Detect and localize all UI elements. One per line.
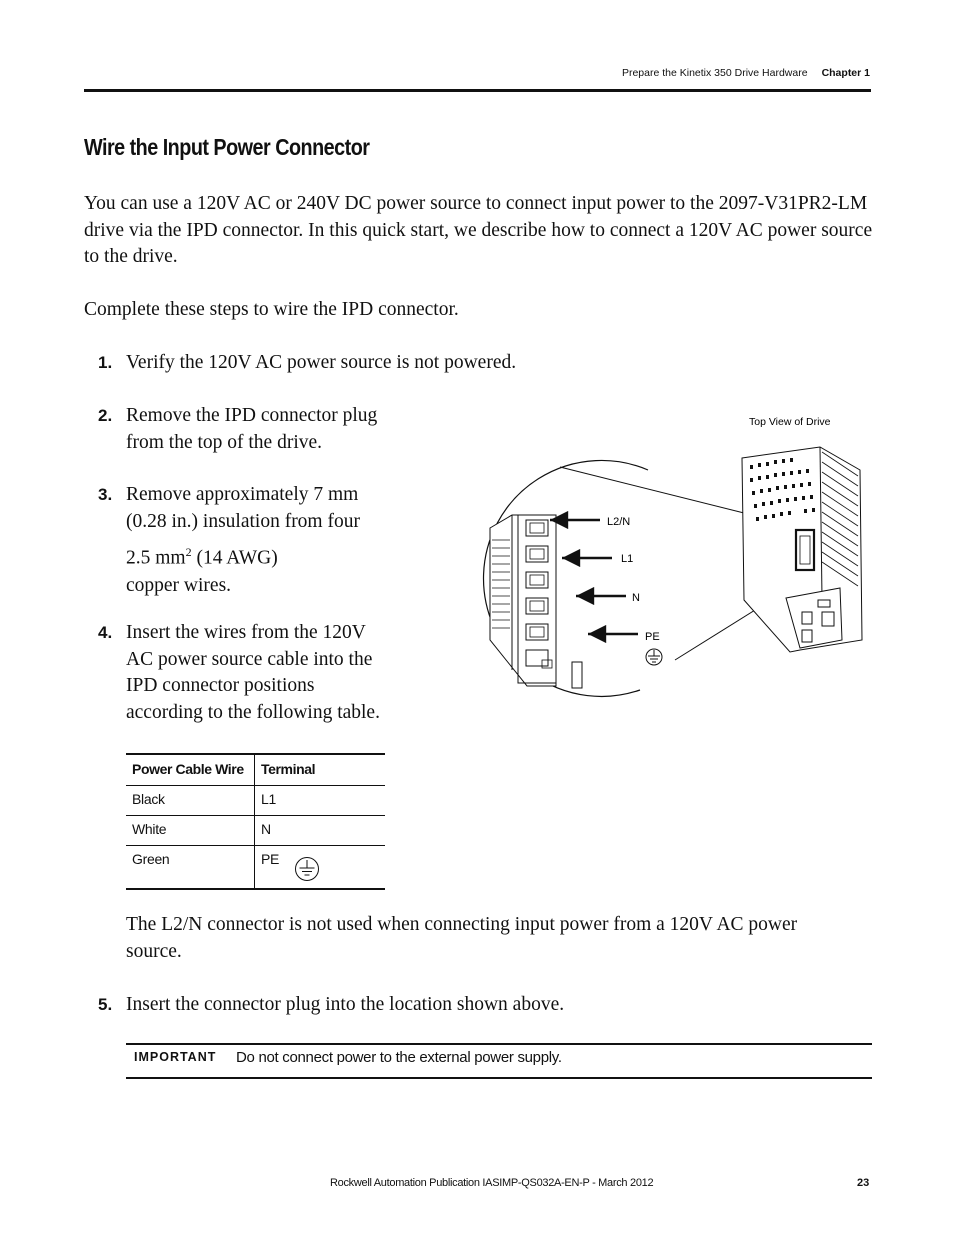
connector-plug — [490, 515, 582, 688]
note-paragraph: The L2/N connector is not used when connecting input power from a 120V AC power source. — [126, 914, 798, 962]
terminal-label-l2n: L2/N — [607, 516, 631, 528]
footer-publication: Rockwell Automation Publication IASIMP-QS032A-EN-P - March 2012 — [330, 1177, 654, 1189]
column-header: Power Cable Wire — [126, 754, 255, 786]
terminal-cell-pe — [255, 846, 386, 890]
power-cable-table — [126, 753, 385, 890]
column-header: Terminal — [255, 754, 386, 786]
step-text-line: copper wires. — [126, 574, 232, 596]
superscript: 2 — [185, 545, 192, 560]
wire-cell: White — [126, 816, 255, 846]
terminal-cell-text: PE — [261, 851, 280, 867]
step-number: 2. — [98, 406, 113, 425]
step-text: Insert the connector plug into the location shown above. — [126, 994, 565, 1015]
step-number: 5. — [98, 995, 113, 1014]
wire-cell: Green — [126, 846, 255, 890]
terminal-label-l1: L1 — [621, 553, 634, 565]
table-row — [126, 846, 385, 890]
step-text-line: Remove the IPD connector plug — [126, 405, 378, 426]
important-text: Do not connect power to the external power supply. — [236, 1049, 562, 1066]
chapter-label: Chapter 1 — [821, 67, 870, 79]
step-5 — [98, 992, 798, 1019]
table-header-row — [126, 754, 385, 786]
table-row — [126, 816, 385, 846]
terminal-label-n: N — [632, 592, 640, 604]
drive-top-view — [742, 447, 862, 652]
step-text-line: IPD connector positions — [126, 675, 315, 697]
terminal-label-pe: PE — [645, 631, 660, 643]
intro-paragraph: You can use a 120V AC or 240V DC power source to connect input power to the 2097-V31PR2-LM drive via the IPD connector. In this quick start, we describe how to connect a 120V AC power source to the drive. — [84, 193, 873, 268]
ground-symbol-icon — [646, 649, 662, 665]
step-text-line: according to the following table. — [126, 702, 380, 724]
step-text-line: Insert the wires from the 120V — [126, 622, 366, 643]
step-text-line: Remove approximately 7 mm — [126, 484, 359, 505]
terminal-cell: L1 — [255, 786, 386, 816]
ground-symbol-icon — [294, 856, 320, 882]
step-text: Verify the 120V AC power source is not powered. — [126, 352, 517, 373]
important-label: IMPORTANT — [134, 1050, 217, 1064]
step-text-fragment: 2.5 mm — [126, 547, 186, 569]
running-header-title: Prepare the Kinetix 350 Drive Hardware — [621, 67, 808, 79]
important-rule-top — [126, 1043, 872, 1045]
terminal-cell: N — [255, 816, 386, 846]
step-text-line: AC power source cable into the — [126, 648, 373, 670]
step-number: 4. — [98, 623, 113, 642]
step-text-fragment: (14 AWG) — [191, 547, 278, 569]
section-title: Wire the Input Power Connector — [84, 134, 370, 160]
page-number: 23 — [857, 1177, 870, 1189]
step-text-line: (0.28 in.) insulation from four — [126, 510, 360, 532]
important-rule-bottom — [126, 1077, 872, 1079]
table-row — [126, 786, 385, 816]
step-number: 3. — [98, 485, 113, 504]
step-text-line: from the top of the drive. — [126, 431, 323, 453]
lead-paragraph: Complete these steps to wire the IPD connector. — [84, 299, 459, 320]
step-number: 1. — [98, 353, 113, 372]
top-view-label: Top View of Drive — [749, 416, 831, 428]
wire-cell: Black — [126, 786, 255, 816]
